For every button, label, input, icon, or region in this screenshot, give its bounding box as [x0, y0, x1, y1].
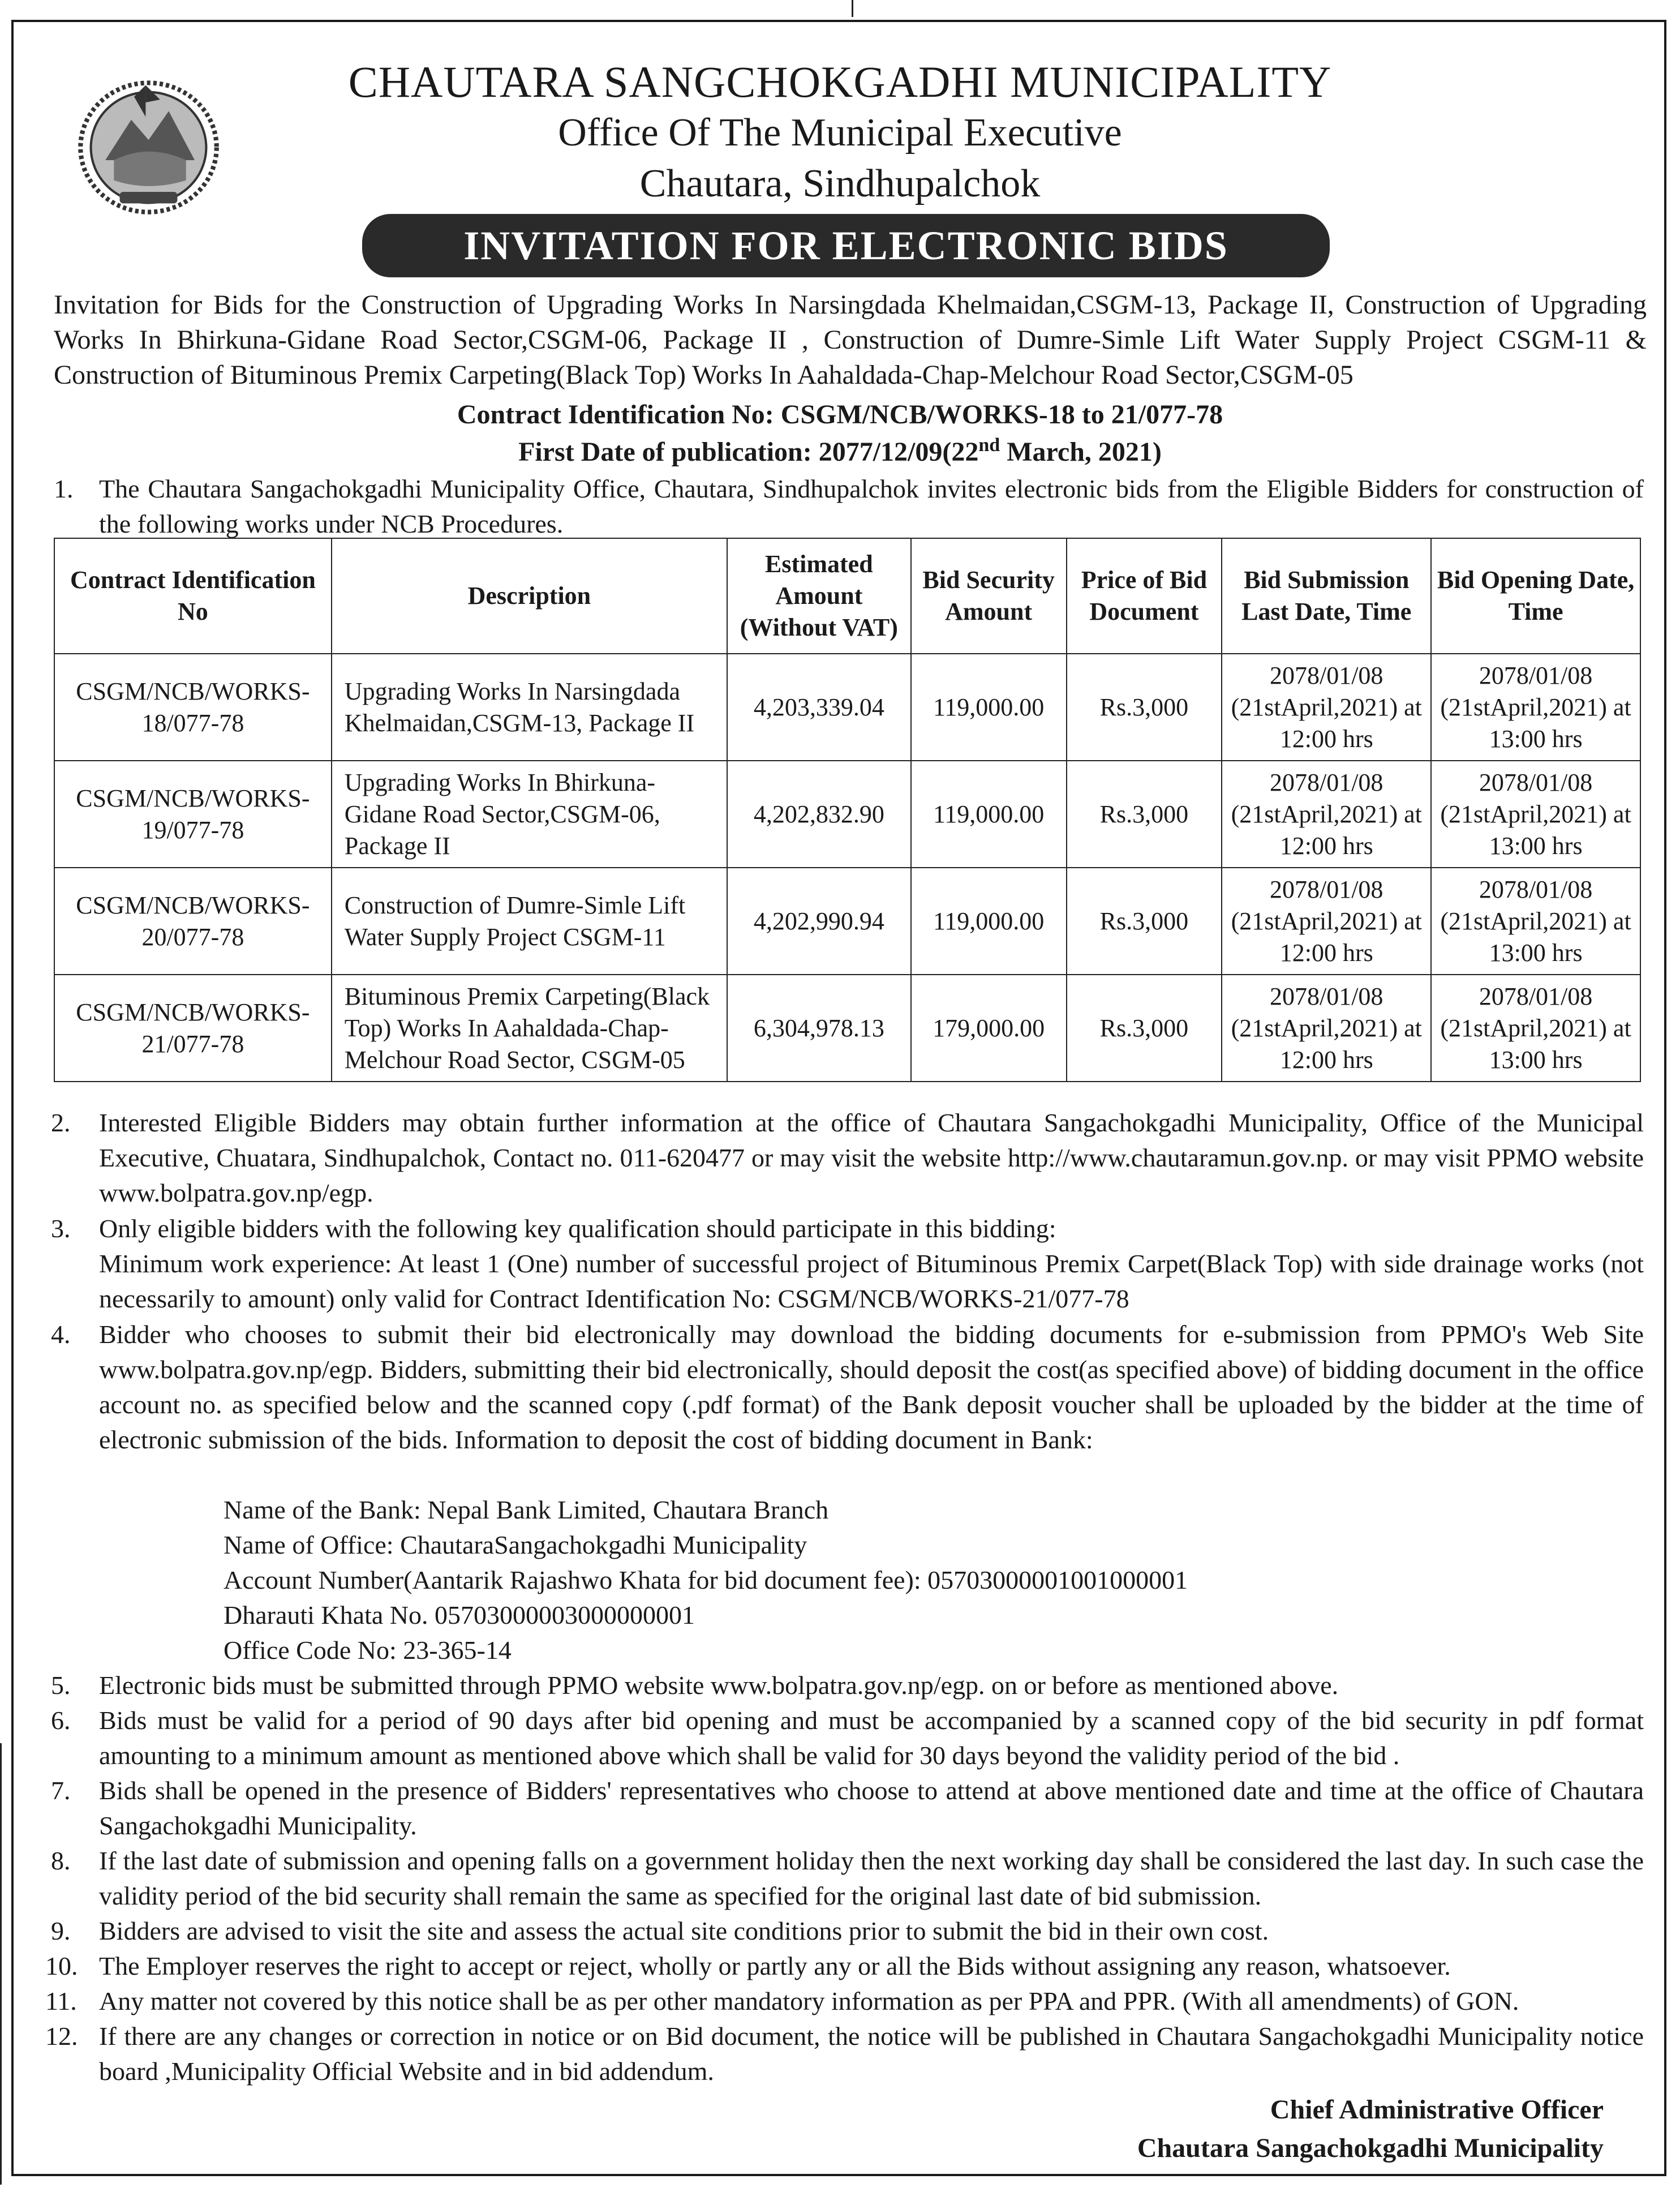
cell-estimated: 6,304,978.13	[727, 975, 911, 1082]
item-3-subtext: Minimum work experience: At least 1 (One) number of successful project of Bituminous Premix Carpet(Black Top) with side drainage works (not necessarily to amount) only valid for Contract Identification No: CSGM/NCB/WORKS-21/077-78	[99, 1249, 1644, 1313]
item-10-text: The Employer reserves the right to accept or reject, wholly or partly any or all the Bids without assigning any reason, whatsoever.	[99, 1951, 1451, 1980]
notice-title: INVITATION FOR ELECTRONIC BIDS	[463, 222, 1228, 268]
cell-submission: 2078/01/08 (21stApril,2021) at 12:00 hrs	[1222, 975, 1431, 1082]
table-header-row	[54, 538, 1640, 654]
table-row	[54, 761, 1640, 868]
cell-cid: CSGM/NCB/WORKS-21/077-78	[54, 975, 332, 1082]
cell-security: 119,000.00	[911, 761, 1067, 868]
cell-cid: CSGM/NCB/WORKS-18/077-78	[54, 654, 332, 761]
notice-title-banner	[362, 214, 1330, 277]
cell-description: Construction of Dumre-Simle Lift Water Supply Project CSGM-11	[332, 868, 727, 975]
cell-description: Upgrading Works In Narsingdada Khelmaidan,CSGM-13, Package II	[332, 654, 727, 761]
cell-submission: 2078/01/08 (21stApril,2021) at 12:00 hrs	[1222, 654, 1431, 761]
item-number: 7.	[51, 1776, 71, 1805]
item-9-text: Bidders are advised to visit the site and assess the actual site conditions prior to submit the bid in their own cost.	[99, 1916, 1269, 1945]
cell-price: Rs.3,000	[1067, 654, 1222, 761]
item-number: 8.	[51, 1846, 71, 1875]
cell-price: Rs.3,000	[1067, 761, 1222, 868]
table-row	[54, 975, 1640, 1082]
col-header-submission: Bid Submission Last Date, Time	[1222, 538, 1431, 654]
col-header-opening: Bid Opening Date, Time	[1431, 538, 1640, 654]
item-12-text: If there are any changes or correction in notice or on Bid document, the notice will be published in Chautara Sangachokgadhi Municipality notice board ,Municipality Official Website and in bid addendum.	[99, 2022, 1644, 2086]
cell-submission: 2078/01/08 (21stApril,2021) at 12:00 hrs	[1222, 868, 1431, 975]
office-location: Chautara, Sindhupalchok	[639, 162, 1041, 205]
cell-price: Rs.3,000	[1067, 868, 1222, 975]
intro-paragraph: Invitation for Bids for the Construction of Upgrading Works In Narsingdada Khelmaidan,CSGM-13, Package II, Construction of Upgrading Works In Bhirkuna-Gidane Road Sector,CSGM-06, Package II , Construction of Dumre-Simle Lift Water Supply Project CSGM-11 & Construction of Bituminous Premix Carpeting(Black Top) Works In Aahaldada-Chap-Melchour Road Sector,CSGM-05	[54, 290, 1647, 390]
table-row	[54, 868, 1640, 975]
cell-security: 119,000.00	[911, 654, 1067, 761]
signatory-organization: Chautara Sangachokgadhi Municipality	[1137, 2133, 1604, 2163]
bank-name: Name of the Bank: Nepal Bank Limited, Chautara Branch	[224, 1495, 829, 1524]
cell-opening: 2078/01/08 (21stApril,2021) at 13:00 hrs	[1431, 654, 1640, 761]
item-7-text: Bids shall be opened in the presence of Bidders' representatives who choose to attend at above mentioned date and time at the office of Chautara Sangachokgadhi Municipality.	[99, 1776, 1644, 1840]
col-header-estimated: Estimated Amount (Without VAT)	[727, 538, 911, 654]
cell-opening: 2078/01/08 (21stApril,2021) at 13:00 hrs	[1431, 975, 1640, 1082]
item-number: 12.	[45, 2022, 78, 2051]
bank-dharauti: Dharauti Khata No. 05703000003000000001	[224, 1601, 695, 1629]
bank-account: Account Number(Aantarik Rajashwo Khata for bid document fee): 05703000001001000001	[224, 1565, 1188, 1594]
cell-opening: 2078/01/08 (21stApril,2021) at 13:00 hrs	[1431, 761, 1640, 868]
contract-identification: Contract Identification No: CSGM/NCB/WORKS-18 to 21/077-78	[457, 400, 1223, 430]
top-divider	[852, 0, 853, 17]
cell-submission: 2078/01/08 (21stApril,2021) at 12:00 hrs	[1222, 761, 1431, 868]
item-number: 5.	[51, 1671, 71, 1700]
item-number: 4.	[51, 1320, 71, 1349]
office-name: Office Of The Municipal Executive	[558, 111, 1122, 155]
cell-cid: CSGM/NCB/WORKS-20/077-78	[54, 868, 332, 975]
item-6-text: Bids must be valid for a period of 90 days after bid opening and must be accompanied by a scanned copy of the bid security in pdf format amounting to a minimum amount as mentioned above which shall be valid for 30 days beyond the validity period of the bid .	[99, 1706, 1644, 1770]
col-header-description: Description	[332, 538, 727, 654]
cell-description: Bituminous Premix Carpeting(Black Top) Works In Aahaldada-Chap-Melchour Road Sector, CSGM-05	[332, 975, 727, 1082]
item-5-text: Electronic bids must be submitted through PPMO website www.bolpatra.gov.np/egp. on or before as mentioned above.	[99, 1671, 1339, 1700]
cell-description: Upgrading Works In Bhirkuna-Gidane Road Sector,CSGM-06, Package II	[332, 761, 727, 868]
signatory-title: Chief Administrative Officer	[1270, 2095, 1604, 2125]
bank-office: Name of Office: ChautaraSangachokgadhi Municipality	[224, 1530, 807, 1559]
cell-estimated: 4,203,339.04	[727, 654, 911, 761]
table-row	[54, 654, 1640, 761]
publication-date: First Date of publication: 2077/12/09(22nd March, 2021)	[518, 435, 1162, 467]
item-number: 3.	[51, 1214, 71, 1243]
bank-office-code: Office Code No: 23-365-14	[224, 1636, 512, 1665]
cell-security: 119,000.00	[911, 868, 1067, 975]
item-number: 6.	[51, 1706, 71, 1735]
item-11-text: Any matter not covered by this notice shall be as per other mandatory information as per PPA and PPR. (With all amendments) of GON.	[99, 1987, 1519, 2015]
col-header-security: Bid Security Amount	[911, 538, 1067, 654]
item-4-text: Bidder who chooses to submit their bid electronically may download the bidding documents for e-submission from PPMO's Web Site www.bolpatra.gov.np/egp. Bidders, submitting their bid electronically, should deposit the cost(as specified above) of bidding document in the office account no. as specified below and the scanned copy (.pdf format) of the Bank deposit voucher shall be uploaded by the bidder at the time of electronic submission of the bids. Information to deposit the cost of bidding document in Bank:	[99, 1320, 1644, 1454]
cell-security: 179,000.00	[911, 975, 1067, 1082]
municipality-name: CHAUTARA SANGCHOKGADHI MUNICIPALITY	[348, 57, 1332, 106]
item-3-text: Only eligible bidders with the following key qualification should participate in this bidding:	[99, 1214, 1056, 1243]
bid-table	[54, 538, 1641, 1082]
col-header-cid: Contract Identification No	[54, 538, 332, 654]
cell-estimated: 4,202,990.94	[727, 868, 911, 975]
item-number: 9.	[51, 1916, 71, 1945]
item-number: 10.	[45, 1951, 78, 1980]
item-number: 2.	[51, 1108, 71, 1137]
item-number: 11.	[45, 1987, 77, 2015]
cell-price: Rs.3,000	[1067, 975, 1222, 1082]
cell-estimated: 4,202,832.90	[727, 761, 911, 868]
cell-cid: CSGM/NCB/WORKS-19/077-78	[54, 761, 332, 868]
left-edge-line	[0, 1743, 2, 2185]
item-8-text: If the last date of submission and opening falls on a government holiday then the next working day shall be considered the last day. In such case the validity period of the bid security shall remain the same as specified for the original last date of bid submission.	[99, 1846, 1644, 1910]
item-2-text: Interested Eligible Bidders may obtain further information at the office of Chautara Sangachokgadhi Municipality, Office of the Municipal Executive, Chuatara, Sindhupalchok, Contact no. 011-620477 or may visit the website http://www.chautaramun.gov.np. or may visit PPMO website www.bolpatra.gov.np/egp.	[99, 1108, 1644, 1207]
cell-opening: 2078/01/08 (21stApril,2021) at 13:00 hrs	[1431, 868, 1640, 975]
item-number: 1.	[54, 474, 74, 503]
col-header-price: Price of Bid Document	[1067, 538, 1222, 654]
item-1-text: The Chautara Sangachokgadhi Municipality Office, Chautara, Sindhupalchok invites electronic bids from the Eligible Bidders for construction of the following works under NCB Procedures.	[99, 474, 1644, 538]
